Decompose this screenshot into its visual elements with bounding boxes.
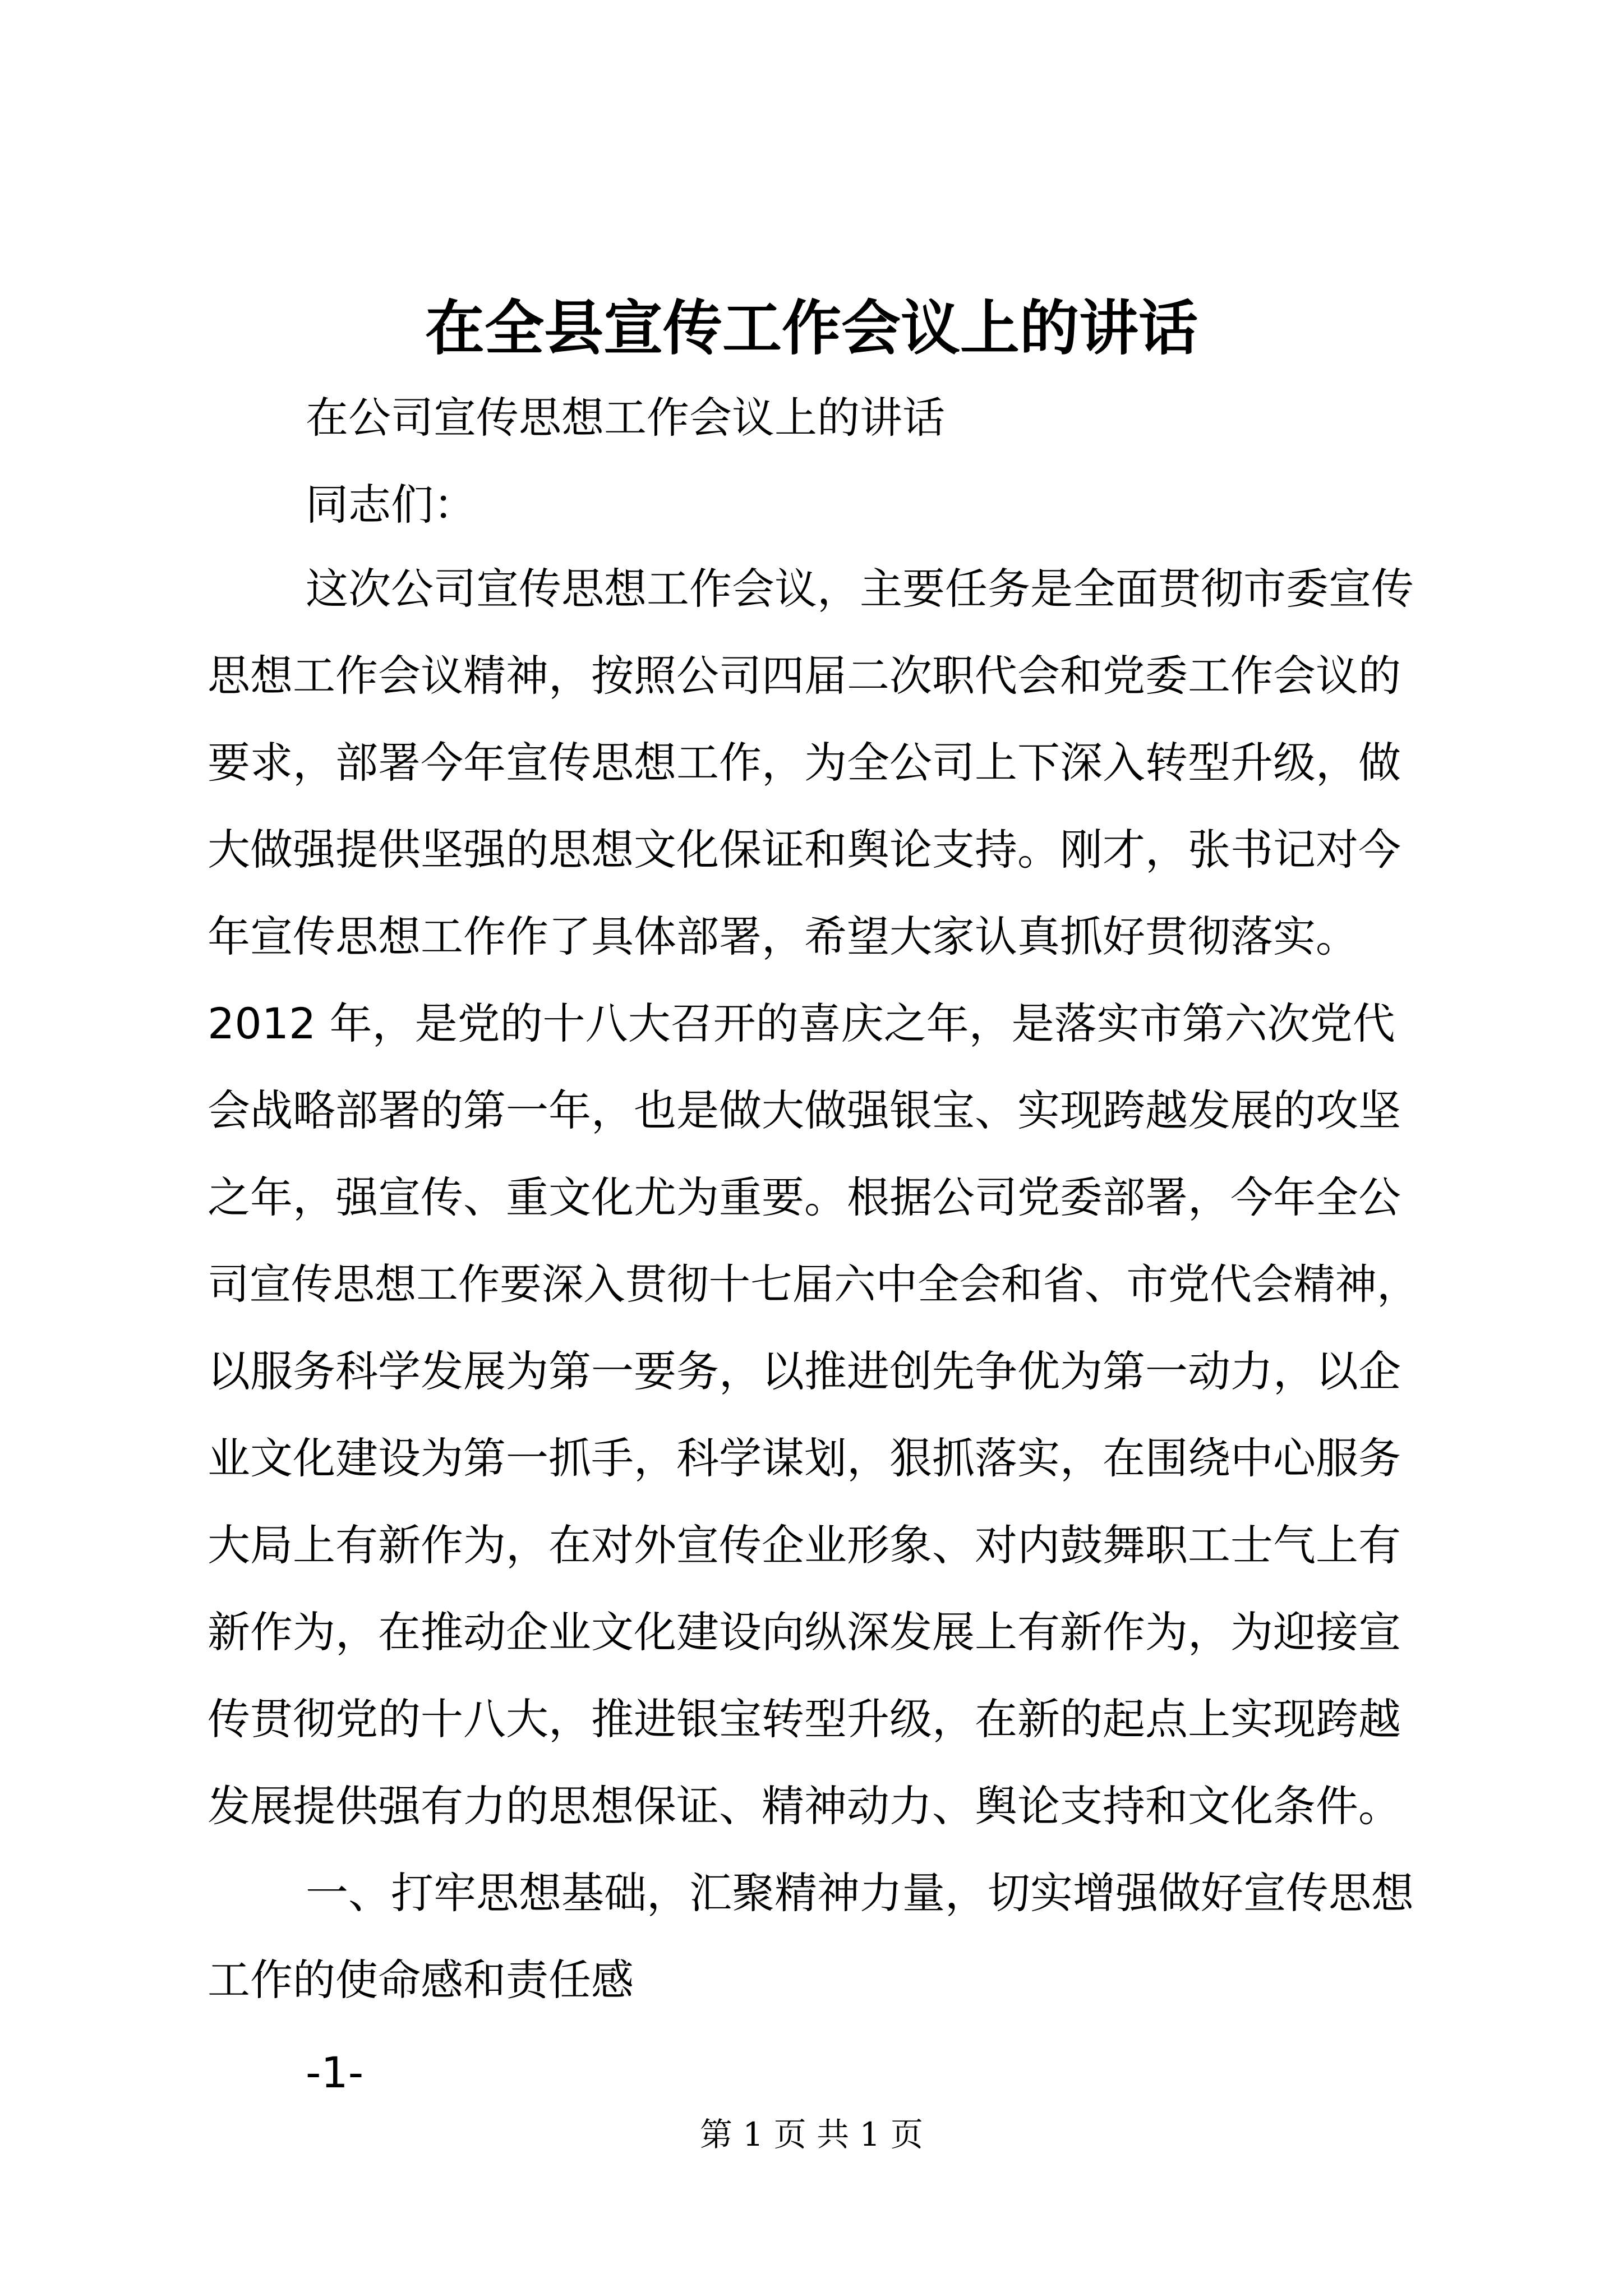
paragraph-line: 要求，部署今年宣传思想工作，为全公司上下深入转型升级，做 [208, 738, 1401, 788]
paragraph-line: 大局上有新作为，在对外宣传企业形象、对内鼓舞职工士气上有 [208, 1520, 1401, 1570]
paragraph-line: 以服务科学发展为第一要务，以推进创先争优为第一动力，以企 [208, 1346, 1401, 1396]
section-heading-line: 工作的使命感和责任感 [208, 1955, 634, 2005]
paragraph-line: 之年，强宣传、重文化尤为重要。根据公司党委部署，今年全公 [208, 1172, 1401, 1222]
section-heading-line: 一、打牢思想基础，汇聚精神力量，切实增强做好宣传思想 [306, 1868, 1414, 1918]
paragraph-line: 发展提供强有力的思想保证、精神动力、舆论支持和文化条件。 [208, 1781, 1401, 1831]
paragraph-line: 思想工作会议精神，按照公司四届二次职代会和党委工作会议的 [208, 651, 1401, 701]
document-title: 在全县宣传工作会议上的讲话 [425, 293, 1198, 363]
paragraph-line: 司宣传思想工作要深入贯彻十七届六中全会和省、市党代会精神， [208, 1260, 1419, 1309]
paragraph-line: 业文化建设为第一抓手，科学谋划，狠抓落实，在围绕中心服务 [208, 1433, 1401, 1483]
paragraph-line: 这次公司宣传思想工作会议，主要任务是全面贯彻市委宣传 [306, 564, 1414, 614]
paragraph-line: 会战略部署的第一年，也是做大做强银宝、实现跨越发展的攻坚 [208, 1085, 1401, 1135]
paragraph-line: 年宣传思想工作作了具体部署，希望大家认真抓好贯彻落实。 [208, 912, 1358, 961]
salutation: 同志们： [306, 480, 476, 530]
paragraph-line: 大做强提供坚强的思想文化保证和舆论支持。刚才，张书记对今 [208, 825, 1401, 875]
document-subtitle: 在公司宣传思想工作会议上的讲话 [306, 393, 945, 443]
paragraph-line: 新作为，在推动企业文化建设向纵深发展上有新作为，为迎接宣 [208, 1607, 1401, 1657]
paragraph-line: 2012 年，是党的十八大召开的喜庆之年，是落实市第六次党代 [208, 999, 1395, 1048]
page-footer: 第 1 页 共 1 页 [700, 2115, 923, 2154]
paragraph-line: 传贯彻党的十八大，推进银宝转型升级，在新的起点上实现跨越 [208, 1694, 1401, 1744]
page-number-marker: -1- [306, 2047, 364, 2097]
